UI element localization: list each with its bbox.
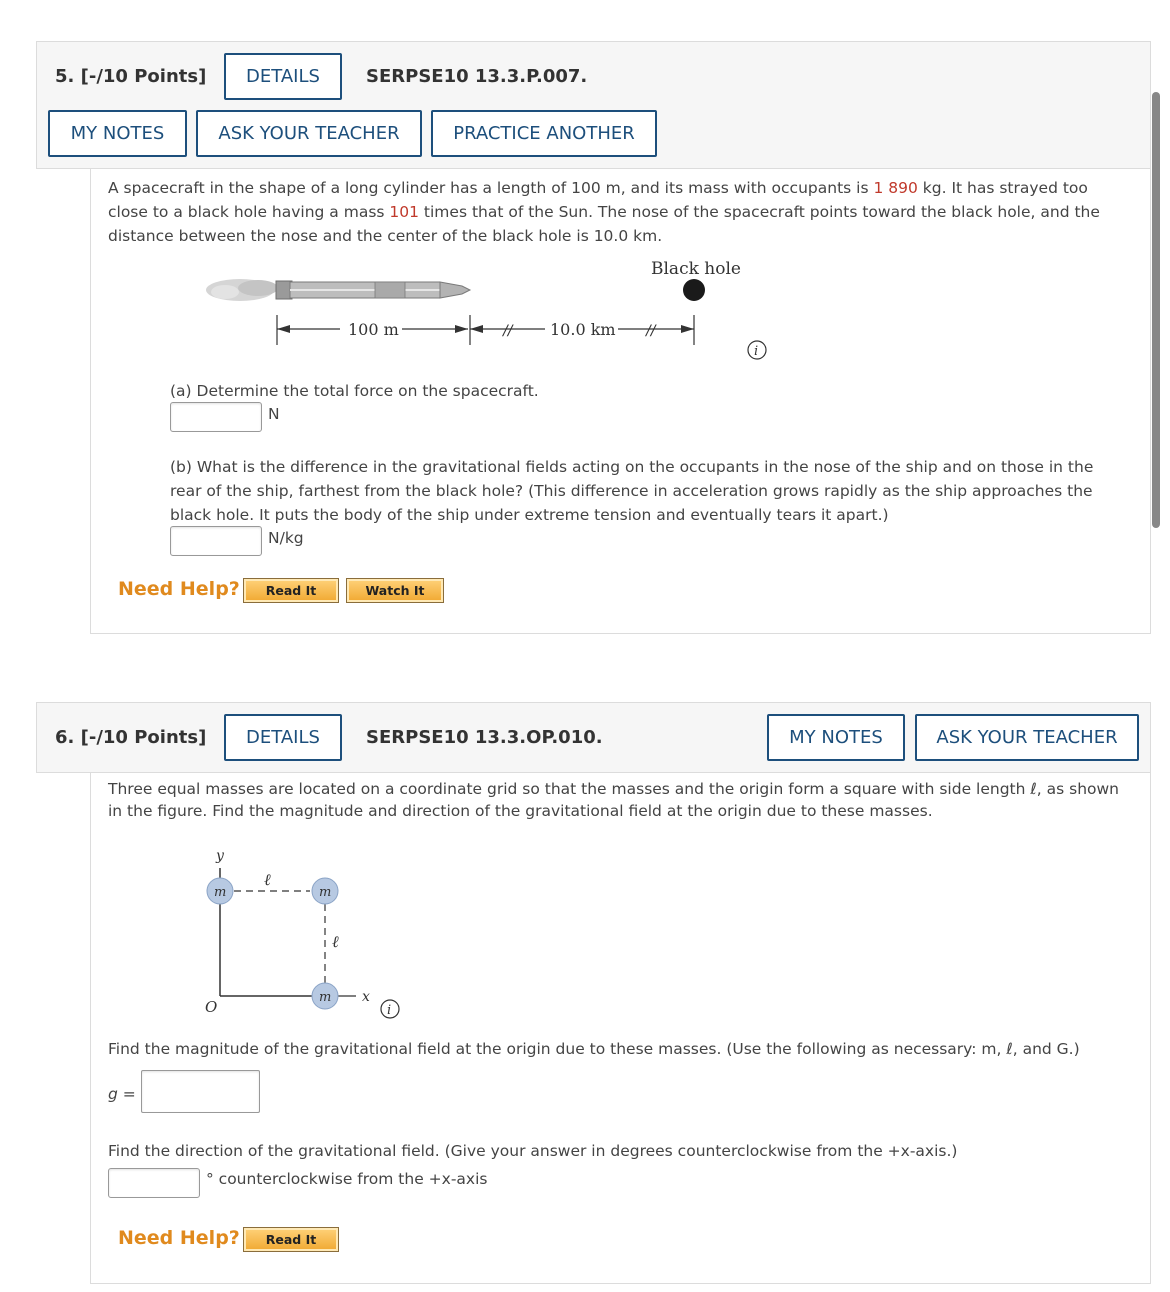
svg-text:m: m <box>214 885 227 900</box>
mass-top-right <box>312 878 338 904</box>
q5-force-unit: N <box>268 405 280 423</box>
black-hole-label: Black hole <box>651 259 741 279</box>
q5-mass-multiplier: 101 <box>389 203 419 221</box>
q6-details-button[interactable]: DETAILS <box>224 714 342 761</box>
q6-direction-unit: ° counterclockwise from the +x-axis <box>206 1170 488 1188</box>
origin-label: O <box>205 998 218 1016</box>
q5-read-it-button[interactable]: Read It <box>243 578 339 603</box>
q5-force-answer-input[interactable] <box>170 402 262 432</box>
q6-direction-prompt: Find the direction of the gravitational field. (Give your answer in degrees counterclockwise from the +x-axis.) <box>108 1142 958 1160</box>
q5-field-difference-unit: N/kg <box>268 529 304 547</box>
svg-text:m: m <box>319 990 332 1005</box>
q6-magnitude-prompt: Find the magnitude of the gravitational field at the origin due to these masses. (Use the following as necessary: m, ℓ, and G.) <box>108 1040 1080 1058</box>
q6-ask-teacher-button[interactable]: ASK YOUR TEACHER <box>915 714 1139 761</box>
q5-part-a-prompt: (a) Determine the total force on the spacecraft. <box>170 382 539 400</box>
svg-text:i: i <box>387 1003 392 1018</box>
y-axis-label: y <box>216 848 224 864</box>
exhaust-plume <box>206 279 278 301</box>
q5-problem-text: A spacecraft in the shape of a long cylinder has a length of 100 m, and its mass with occupants is 1 890 kg. It has strayed too close to a black hole having a mass 101 times that of the Sun. The nose of the spacecraft points toward the black hole, and the distance between the nose and the center of the black hole is 10.0 km. <box>108 179 1100 245</box>
info-icon[interactable] <box>748 341 766 359</box>
q5-number: 5. [-/10 Points] <box>55 66 207 87</box>
x-axis-label: x <box>362 989 370 1005</box>
right-side-length-label: ℓ <box>332 932 339 951</box>
info-icon[interactable] <box>381 1000 399 1018</box>
q5-mass-value: 1 890 <box>873 179 918 197</box>
q6-magnitude-input[interactable] <box>141 1070 260 1113</box>
distance-label: 10.0 km <box>550 320 616 339</box>
q5-details-button[interactable]: DETAILS <box>224 53 342 100</box>
q6-problem-text: Three equal masses are located on a coordinate grid so that the masses and the origin form a square with side length ℓ, as shown in the figure. Find the magnitude and direction of the gravitational field at the origin due to these masses. <box>108 780 1120 820</box>
svg-text:i: i <box>754 344 759 359</box>
q5-my-notes-button[interactable]: MY NOTES <box>48 110 187 157</box>
q6-need-help-label: Need Help? <box>118 1227 240 1249</box>
top-side-length-label: ℓ <box>264 870 271 889</box>
q5-spacecraft-figure <box>200 255 780 365</box>
q6-problem-code: SERPSE10 13.3.OP.010. <box>366 727 603 748</box>
page-scrollbar[interactable] <box>1152 92 1160 528</box>
q6-g-label: g = <box>108 1085 136 1103</box>
mass-bottom-right <box>312 983 338 1009</box>
distance-break-mark-right: // <box>646 323 656 339</box>
q6-number: 6. [-/10 Points] <box>55 727 207 748</box>
distance-break-mark-left: // <box>503 323 513 339</box>
q5-field-difference-input[interactable] <box>170 526 262 556</box>
q5-ask-teacher-button[interactable]: ASK YOUR TEACHER <box>196 110 422 157</box>
q6-my-notes-button[interactable]: MY NOTES <box>767 714 905 761</box>
q6-mass-square-figure <box>190 840 410 1030</box>
q5-problem-code: SERPSE10 13.3.P.007. <box>366 66 588 87</box>
spacecraft-body <box>276 281 470 299</box>
q6-direction-input[interactable] <box>108 1168 200 1198</box>
svg-text:m: m <box>319 885 332 900</box>
spacecraft-length-label: 100 m <box>348 320 399 339</box>
q5-practice-another-button[interactable]: PRACTICE ANOTHER <box>431 110 657 157</box>
q6-read-it-button[interactable]: Read It <box>243 1227 339 1252</box>
q5-watch-it-button[interactable]: Watch It <box>346 578 444 603</box>
q5-part-b-prompt: (b) What is the difference in the gravitational fields acting on the occupants in the nose of the ship and on those in the rear of the ship, farthest from the black hole? (This difference in acceleration grows rapidly as the ship approaches the black hole. It puts the body of the ship under extreme tension and eventually tears it apart.) <box>170 458 1094 524</box>
q5-need-help-label: Need Help? <box>118 578 240 600</box>
black-hole-icon <box>683 279 705 301</box>
mass-top-left <box>207 878 233 904</box>
